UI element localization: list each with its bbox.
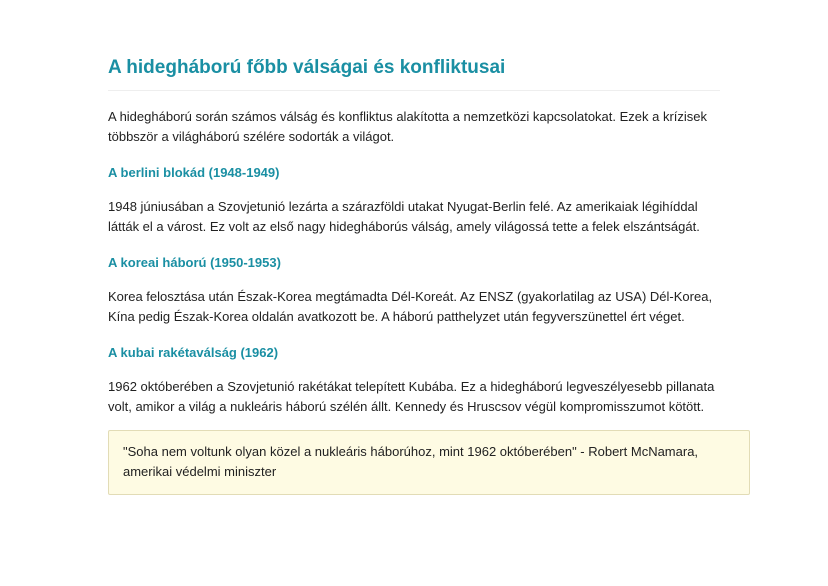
intro-paragraph: A hidegháború során számos válság és konfliktus alakította a nemzetközi kapcsolatokat. Ezek a krízisek többször a világháború szélére sodorták a világot. <box>108 109 708 144</box>
article <box>108 50 750 495</box>
section-paragraph: 1948 júniusában a Szovjetunió lezárta a szárazföldi utakat Nyugat-Berlin felé. Az amerikaiak légihíddal látták el a várost. Ez volt az első nagy hidegháborús válság, amely világossá tette a felek elszántságát. <box>108 199 700 234</box>
section-heading: A koreai háború (1950-1953) <box>108 255 281 270</box>
section-korean-war <box>108 254 750 327</box>
quote-text: "Soha nem voltunk olyan közel a nukleáris háborúhoz, mint 1962 októberében" - Robert McNamara, amerikai védelmi miniszter <box>123 444 699 479</box>
quote-box <box>108 430 750 495</box>
section-heading: A berlini blokád (1948-1949) <box>108 165 280 180</box>
section-paragraph: 1962 októberében a Szovjetunió rakétákat telepített Kubába. Ez a hidegháború legveszélyesebb pillanata volt, amikor a világ a nukleáris háború szélén állt. Kennedy és Hruscsov végül kompromisszumot kötött. <box>108 379 715 414</box>
page-title: A hidegháború főbb válságai és konfliktusai <box>108 50 720 91</box>
section-berlin-blockade <box>108 164 750 237</box>
section-cuban-missile-crisis <box>108 344 750 417</box>
section-paragraph: Korea felosztása után Észak-Korea megtámadta Dél-Koreát. Az ENSZ (gyakorlatilag az USA) Dél-Korea, Kína pedig Észak-Korea oldalán avatkozott be. A háború patthelyzet után fegyverszünettel ért véget. <box>108 289 713 324</box>
section-heading: A kubai rakétaválság (1962) <box>108 345 279 360</box>
